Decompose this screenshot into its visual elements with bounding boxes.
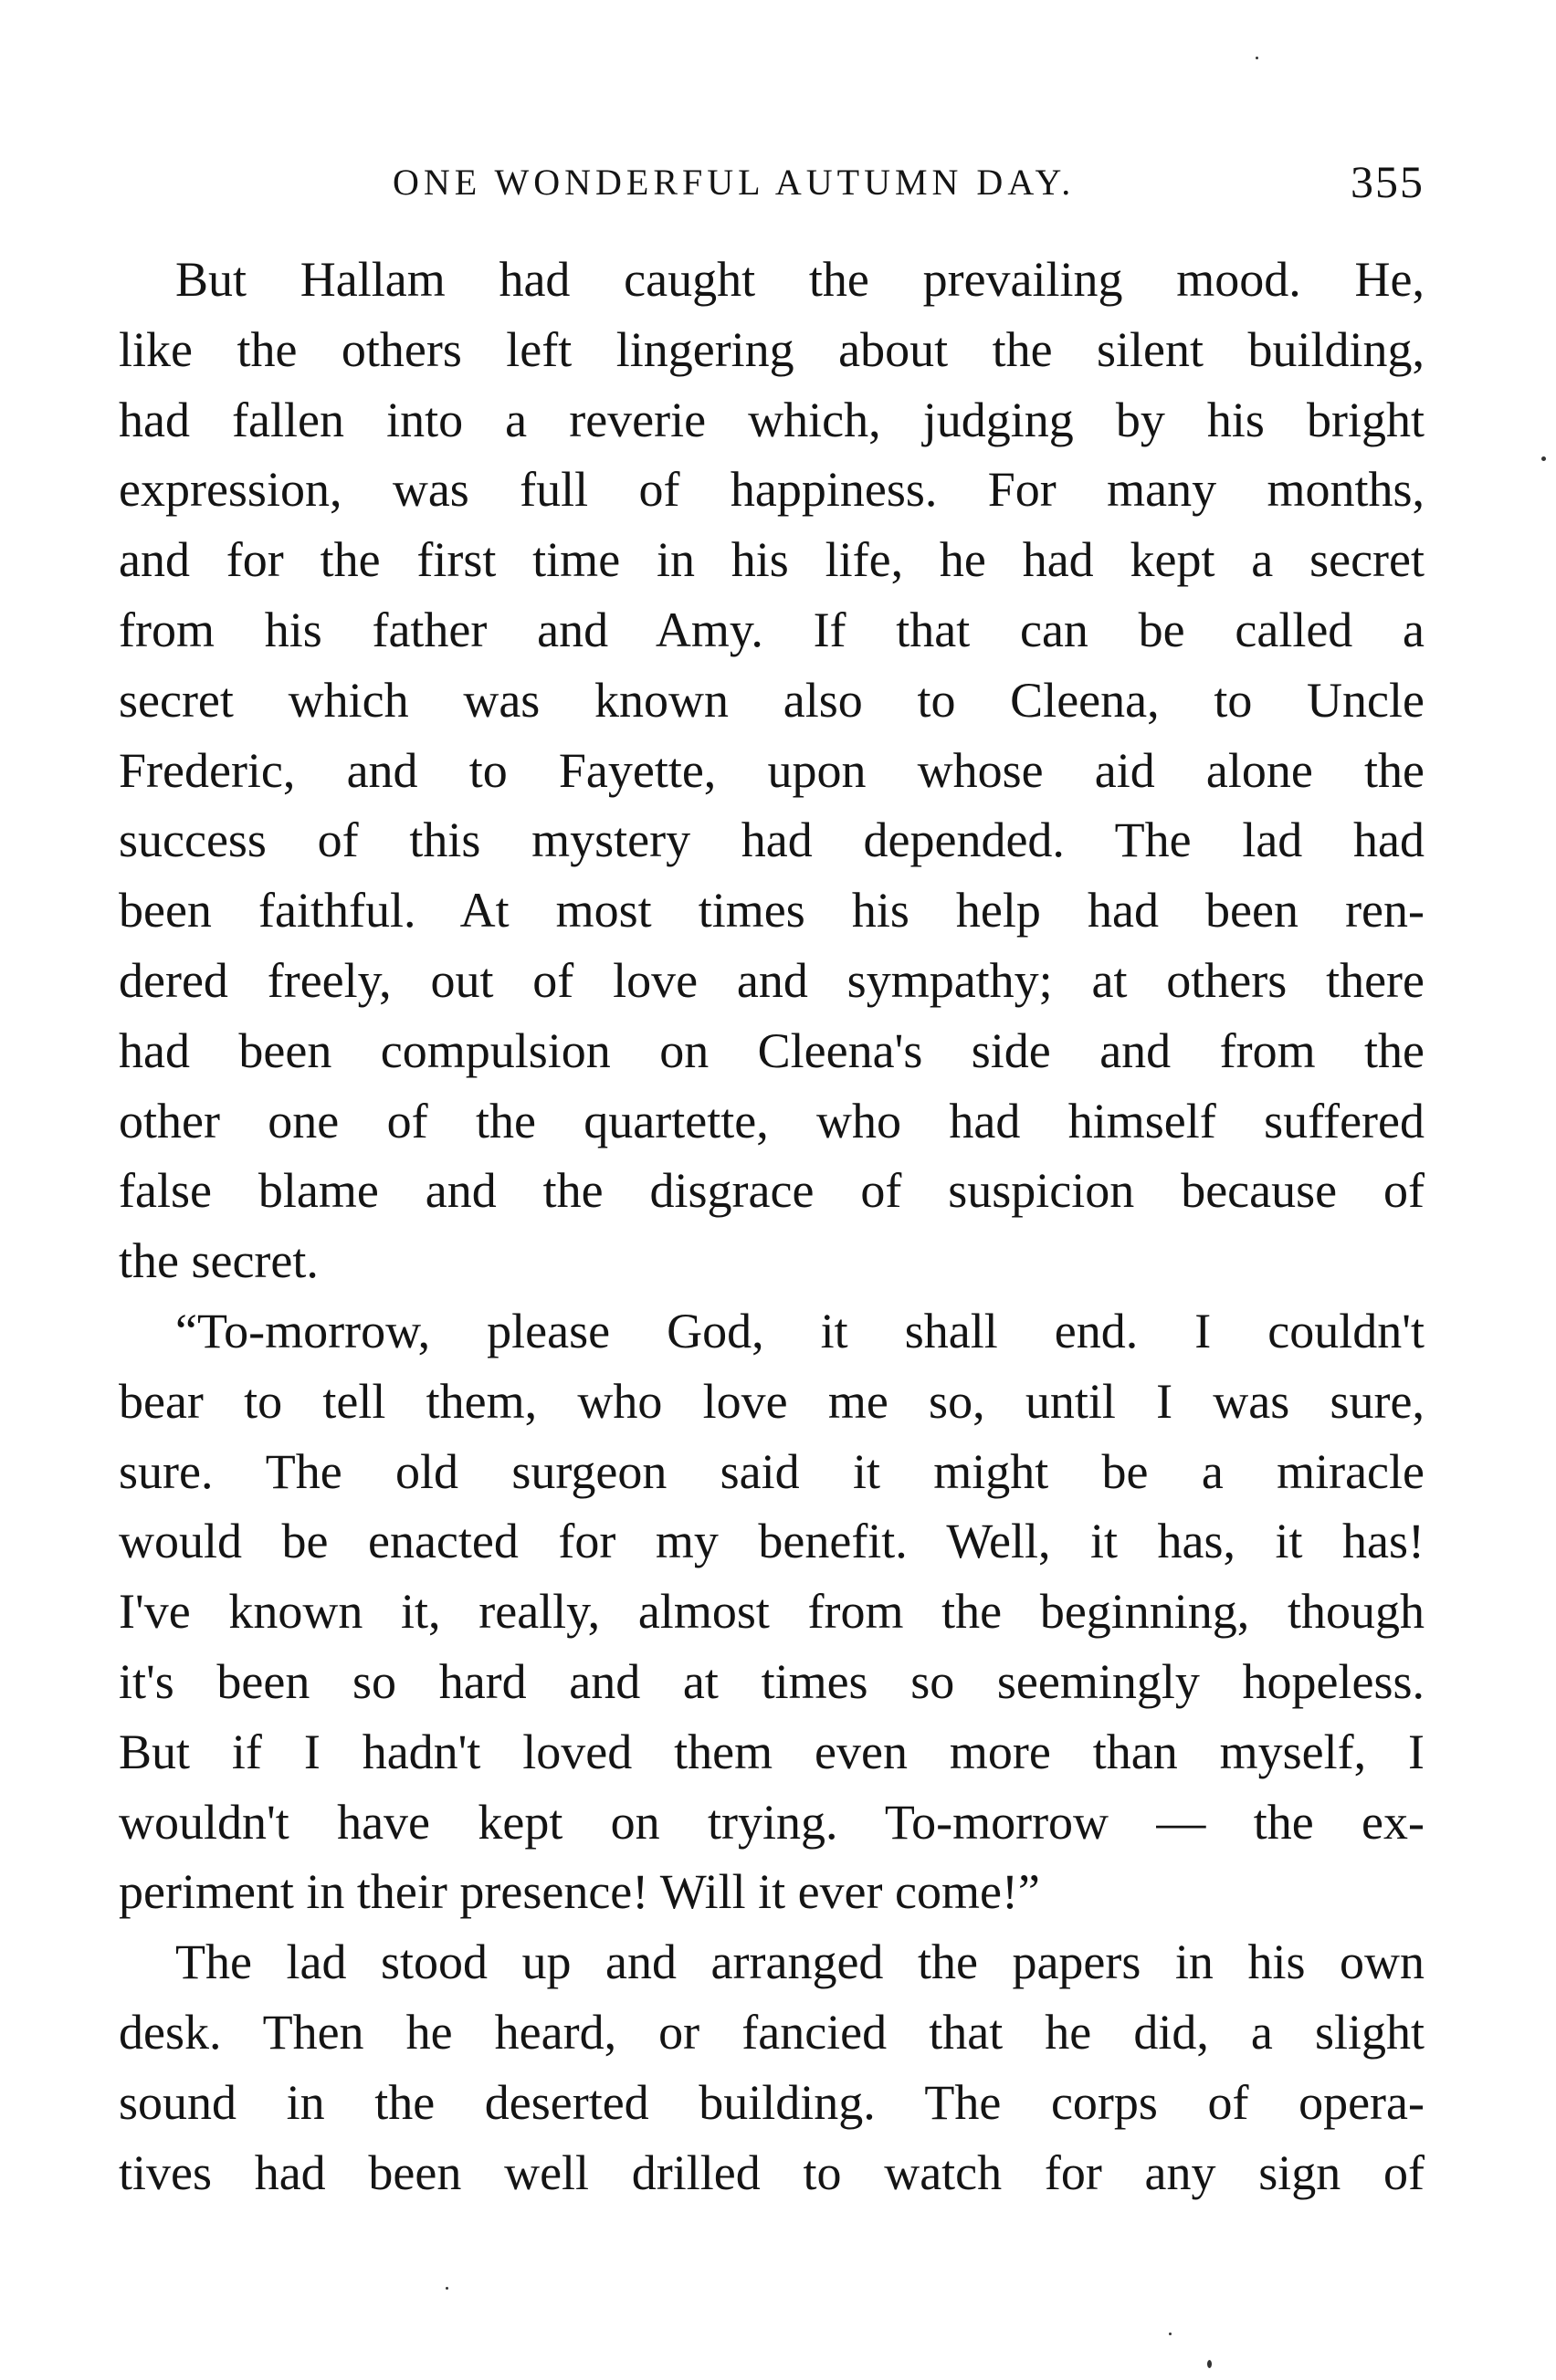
text-line: “To-morrow, please God, it shall end. I couldn't xyxy=(175,1303,1425,1358)
text-line: But Hallam had caught the prevailing mood. He, xyxy=(175,252,1425,307)
scan-speck xyxy=(1256,57,1258,59)
text-line: the secret. xyxy=(119,1233,319,1289)
text-line: dered freely, out of love and sympathy; at others there xyxy=(119,952,1425,1008)
text-line: secret which was known also to Cleena, to Uncle xyxy=(119,672,1425,728)
text-line: expression, was full of happiness. For many months, xyxy=(119,462,1425,518)
scan-speck xyxy=(1541,456,1546,461)
text-line: would be enacted for my benefit. Well, it has, it has! xyxy=(119,1514,1425,1569)
body-text xyxy=(119,245,1425,2207)
text-line: had fallen into a reverie which, judging by his bright xyxy=(119,392,1425,447)
text-line: But if I hadn't loved them even more than myself, I xyxy=(119,1724,1425,1779)
text-line: I've known it, really, almost from the beginning, though xyxy=(119,1584,1425,1640)
text-line: from his father and Amy. If that can be called a xyxy=(119,602,1425,657)
text-line: periment in their presence! Will it ever come!” xyxy=(119,1864,1040,1920)
text-line: Frederic, and to Fayette, upon whose aid alone the xyxy=(119,742,1425,798)
scan-speck xyxy=(446,2287,448,2290)
text-line: desk. Then he heard, or fancied that he did, a slight xyxy=(119,2004,1425,2060)
text-line: bear to tell them, who love me so, until I was sure, xyxy=(119,1373,1425,1429)
text-line: like the others left lingering about the silent building, xyxy=(119,321,1425,377)
text-line: had been compulsion on Cleena's side and from the xyxy=(119,1022,1425,1078)
running-title: ONE WONDERFUL AUTUMN DAY. xyxy=(393,162,1076,203)
text-line: and for the first time in his life, he had kept a secret xyxy=(119,532,1425,588)
text-line: sure. The old surgeon said it might be a miracle xyxy=(119,1443,1425,1499)
text-line: tives had been well drilled to watch for any sign of xyxy=(119,2144,1425,2200)
text-line: false blame and the disgrace of suspicion because of xyxy=(119,1163,1425,1219)
text-line: The lad stood up and arranged the papers in his own xyxy=(175,1934,1425,1990)
text-line: it's been so hard and at times so seemingly hopeless. xyxy=(119,1653,1425,1709)
page-number: 355 xyxy=(1351,156,1425,207)
text-line: been faithful. At most times his help had been ren- xyxy=(119,883,1425,938)
scan-speck xyxy=(1169,2333,1172,2335)
running-head xyxy=(119,155,1425,210)
scan-speck xyxy=(1207,2360,1212,2368)
text-line: other one of the quartette, who had himself suffered xyxy=(119,1093,1425,1148)
text-line: wouldn't have kept on trying. To-morrow — the ex- xyxy=(119,1794,1425,1850)
text-line: success of this mystery had depended. The lad had xyxy=(119,813,1425,868)
text-line: sound in the deserted building. The corps of opera- xyxy=(119,2074,1425,2130)
